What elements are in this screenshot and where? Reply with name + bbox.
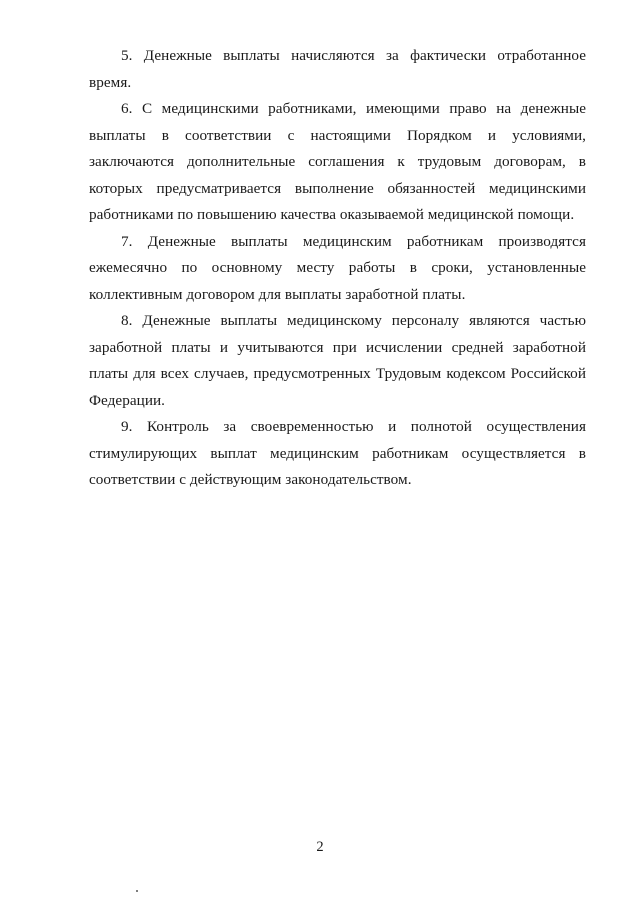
paragraph-6: 6. С медицинскими работниками, имеющими право на денежные выплаты в соответствии с настоящими Порядком и условиями, заключаются дополнительные соглашения к трудовым договорам, в которых предусматривается выполнение обязанностей медицинскими работниками по повышению качества оказываемой медицинской помощи. — [89, 100, 586, 223]
document-body — [89, 43, 586, 494]
scan-artifact-dot — [136, 890, 138, 892]
paragraph-5: 5. Денежные выплаты начисляются за фактически отработанное время. — [89, 47, 586, 91]
paragraph-7: 7. Денежные выплаты медицинским работникам производятся ежемесячно по основному месту работы в сроки, установленные коллективным договором для выплаты заработной платы. — [89, 232, 586, 303]
page-number: 2 — [316, 839, 324, 855]
paragraph-9: 9. Контроль за своевременностью и полнотой осуществления стимулирующих выплат медицинским работникам осуществляется в соответствии с действующим законодательством. — [89, 418, 586, 488]
paragraph-8: 8. Денежные выплаты медицинскому персоналу являются частью заработной платы и учитываются при исчислении средней заработной платы для всех случаев, предусмотренных Трудовым кодексом Российской Федерации. — [89, 312, 586, 409]
